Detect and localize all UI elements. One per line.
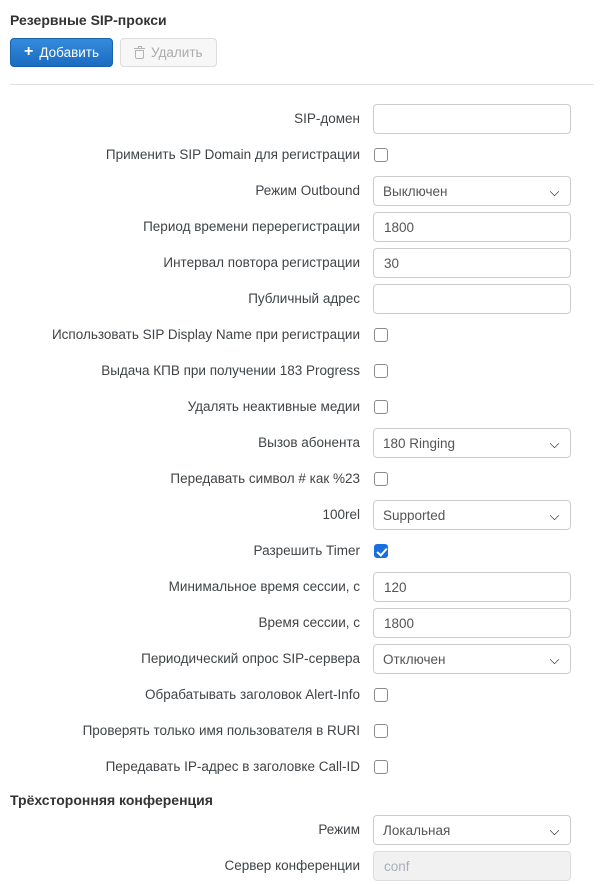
ip-in-callid-control xyxy=(373,760,571,774)
sip-settings-form xyxy=(10,101,594,884)
min-session-time-input[interactable] xyxy=(373,572,571,602)
form-row-session-time xyxy=(10,605,594,641)
form-row-remove-inactive-media xyxy=(10,389,594,425)
remove-inactive-media-label: Удалять неактивные медии xyxy=(187,399,360,414)
outbound-mode-control xyxy=(373,176,571,206)
ringback-on-183-progress-control xyxy=(373,364,571,378)
remove-inactive-media-checkbox[interactable] xyxy=(374,400,388,414)
check-username-only-ruri-control xyxy=(373,724,571,738)
outbound-mode-select[interactable] xyxy=(373,176,571,206)
reregistration-period-label: Период времени перерегистрации xyxy=(143,219,360,234)
form-row-registration-retry-interval xyxy=(10,245,594,281)
form-row-conference-mode xyxy=(10,812,594,848)
conference-server-label: Сервер конференции xyxy=(224,858,360,873)
sip-server-polling-label: Периодический опрос SIP-сервера xyxy=(141,651,360,666)
form-row-check-username-only-ruri xyxy=(10,713,594,749)
sip-domain-control xyxy=(373,104,571,134)
subscriber-call-label: Вызов абонента xyxy=(258,435,360,450)
add-button[interactable] xyxy=(10,38,113,67)
reregistration-period-control xyxy=(373,212,571,242)
form-row-min-session-time xyxy=(10,569,594,605)
apply-sip-domain-label: Применить SIP Domain для регистрации xyxy=(105,147,360,162)
min-session-time-label: Минимальное время сессии, с xyxy=(168,579,360,594)
session-time-input[interactable] xyxy=(373,608,571,638)
form-row-outbound-mode xyxy=(10,173,594,209)
form-row-reregistration-period xyxy=(10,209,594,245)
outbound-mode-label: Режим Outbound xyxy=(255,183,360,198)
enable-timer-control xyxy=(373,544,571,558)
public-address-control xyxy=(373,284,571,314)
trash-icon xyxy=(134,47,145,59)
form-row-apply-sip-domain xyxy=(10,137,594,173)
conference-mode-label: Режим xyxy=(318,822,360,837)
conference-server-control xyxy=(373,851,571,881)
reregistration-period-input[interactable] xyxy=(373,212,571,242)
form-row-subscriber-call xyxy=(10,425,594,461)
hash-as-percent23-label: Передавать символ # как %23 xyxy=(170,471,360,486)
subscriber-call-select[interactable] xyxy=(373,428,571,458)
hash-as-percent23-checkbox[interactable] xyxy=(374,472,388,486)
check-username-only-ruri-checkbox[interactable] xyxy=(374,724,388,738)
session-time-label: Время сессии, с xyxy=(258,615,360,630)
use-sip-display-name-label: Использовать SIP Display Name при регистрации xyxy=(51,327,360,342)
conference-mode-control xyxy=(373,815,571,845)
ringback-on-183-progress-checkbox[interactable] xyxy=(374,364,388,378)
registration-retry-interval-label: Интервал повтора регистрации xyxy=(163,255,360,270)
process-alert-info-label: Обрабатывать заголовок Alert-Info xyxy=(145,687,360,702)
process-alert-info-control xyxy=(373,688,571,702)
100rel-control xyxy=(373,500,571,530)
process-alert-info-checkbox[interactable] xyxy=(374,688,388,702)
ip-in-callid-checkbox[interactable] xyxy=(374,760,388,774)
100rel-label: 100rel xyxy=(322,507,360,522)
conference-rows xyxy=(10,812,594,884)
section-title-three-way-conference: Трёхсторонняя конференция xyxy=(10,792,213,808)
ip-in-callid-label: Передавать IP-адрес в заголовке Call-ID xyxy=(105,759,360,774)
use-sip-display-name-checkbox[interactable] xyxy=(374,328,388,342)
enable-timer-checkbox[interactable] xyxy=(374,544,388,558)
conference-mode-select[interactable] xyxy=(373,815,571,845)
form-row-sip-server-polling xyxy=(10,641,594,677)
conference-server-input xyxy=(373,851,571,881)
form-row-enable-timer xyxy=(10,533,594,569)
use-sip-display-name-control xyxy=(373,328,571,342)
min-session-time-control xyxy=(373,572,571,602)
form-rows xyxy=(10,101,594,785)
sip-domain-input[interactable] xyxy=(373,104,571,134)
form-row-use-sip-display-name xyxy=(10,317,594,353)
form-row-hash-as-percent23 xyxy=(10,461,594,497)
form-row-sip-domain xyxy=(10,101,594,137)
check-username-only-ruri-label: Проверять только имя пользователя в RURI xyxy=(82,723,360,738)
form-row-ringback-on-183-progress xyxy=(10,353,594,389)
plus-icon: + xyxy=(24,42,34,60)
delete-button[interactable] xyxy=(120,38,217,67)
add-button-label: Добавить xyxy=(39,45,100,60)
sip-server-polling-select[interactable] xyxy=(373,644,571,674)
form-row-conference-server xyxy=(10,848,594,884)
form-row-process-alert-info xyxy=(10,677,594,713)
form-row-100rel xyxy=(10,497,594,533)
form-row-ip-in-callid xyxy=(10,749,594,785)
ringback-on-183-progress-label: Выдача КПВ при получении 183 Progress xyxy=(101,363,360,378)
100rel-select[interactable] xyxy=(373,500,571,530)
subscriber-call-control xyxy=(373,428,571,458)
registration-retry-interval-input[interactable] xyxy=(373,248,571,278)
apply-sip-domain-checkbox[interactable] xyxy=(374,148,388,162)
remove-inactive-media-control xyxy=(373,400,571,414)
public-address-input[interactable] xyxy=(373,284,571,314)
enable-timer-label: Разрешить Timer xyxy=(253,543,360,558)
section-title-reserve-sip-proxies: Резервные SIP-прокси xyxy=(10,12,167,28)
sip-domain-label: SIP-домен xyxy=(294,111,360,126)
toolbar-divider xyxy=(10,84,594,85)
registration-retry-interval-control xyxy=(373,248,571,278)
sip-server-polling-control xyxy=(373,644,571,674)
form-row-public-address xyxy=(10,281,594,317)
public-address-label: Публичный адрес xyxy=(248,291,360,306)
hash-as-percent23-control xyxy=(373,472,571,486)
delete-button-label: Удалить xyxy=(151,45,203,60)
session-time-control xyxy=(373,608,571,638)
apply-sip-domain-control xyxy=(373,148,571,162)
proxy-toolbar xyxy=(10,38,594,67)
